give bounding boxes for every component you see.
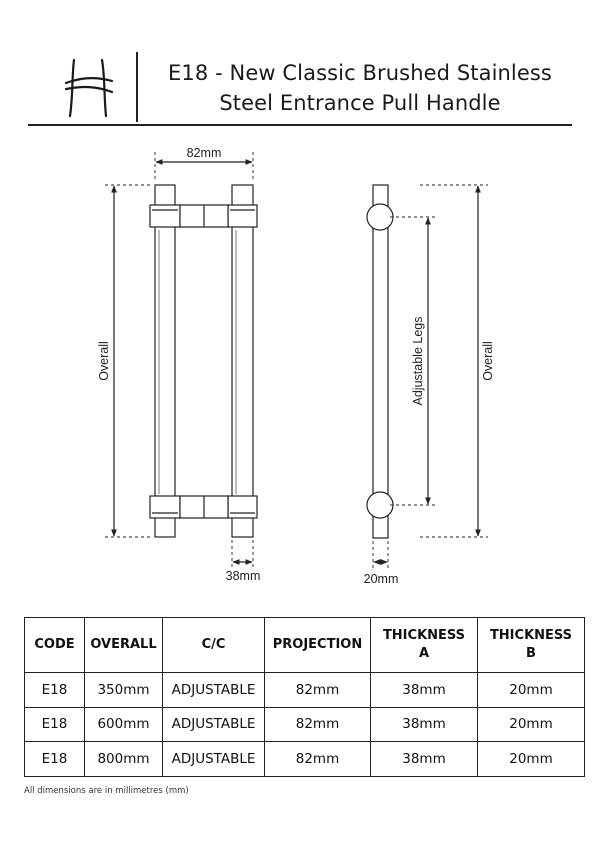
cell-cc: ADJUSTABLE — [163, 742, 265, 777]
cell-overall: 600mm — [85, 707, 163, 742]
top-standoff — [150, 205, 257, 227]
header-rule — [28, 124, 572, 126]
header-thickness-b: THICKNESS B — [478, 618, 585, 673]
cell-thickness-b: 20mm — [478, 673, 585, 708]
cell-projection: 82mm — [265, 707, 371, 742]
header-projection: PROJECTION — [265, 618, 371, 673]
title-line-2: Steel Entrance Pull Handle — [219, 91, 501, 115]
cell-projection: 82mm — [265, 742, 371, 777]
label-adjustable-legs: Adjustable Legs — [411, 316, 425, 406]
label-38mm: 38mm — [225, 569, 261, 583]
label-overall-right: Overall — [481, 341, 495, 381]
technical-drawing — [84, 140, 534, 595]
header-overall: OVERALL — [85, 618, 163, 673]
table-header-row — [25, 618, 585, 673]
spec-table — [24, 617, 585, 777]
cell-code: E18 — [25, 707, 85, 742]
table-row — [25, 742, 585, 777]
header-thickness-a: THICKNESS A — [371, 618, 478, 673]
header-divider — [136, 52, 138, 122]
bottom-knob — [367, 492, 393, 518]
header-cc: C/C — [163, 618, 265, 673]
header-code: CODE — [25, 618, 85, 673]
table-row — [25, 707, 585, 742]
bottom-standoff — [150, 496, 257, 518]
cell-thickness-b: 20mm — [478, 707, 585, 742]
cell-thickness-a: 38mm — [371, 707, 478, 742]
label-20mm: 20mm — [363, 572, 399, 586]
cell-thickness-a: 38mm — [371, 742, 478, 777]
footnote: All dimensions are in millimetres (mm) — [24, 786, 189, 796]
page-title — [150, 58, 570, 118]
cell-cc: ADJUSTABLE — [163, 707, 265, 742]
cell-overall: 800mm — [85, 742, 163, 777]
brand-logo-icon — [60, 56, 120, 120]
cell-thickness-b: 20mm — [478, 742, 585, 777]
label-overall-left: Overall — [97, 341, 111, 381]
right-bar — [232, 185, 253, 537]
title-line-1: E18 - New Classic Brushed Stainless — [168, 61, 552, 85]
side-bar — [373, 185, 388, 538]
cell-thickness-a: 38mm — [371, 673, 478, 708]
cell-projection: 82mm — [265, 673, 371, 708]
cell-code: E18 — [25, 742, 85, 777]
cell-code: E18 — [25, 673, 85, 708]
left-bar — [155, 185, 175, 537]
cell-cc: ADJUSTABLE — [163, 673, 265, 708]
cell-overall: 350mm — [85, 673, 163, 708]
label-82mm: 82mm — [186, 146, 222, 160]
table-row — [25, 673, 585, 708]
top-knob — [367, 204, 393, 230]
